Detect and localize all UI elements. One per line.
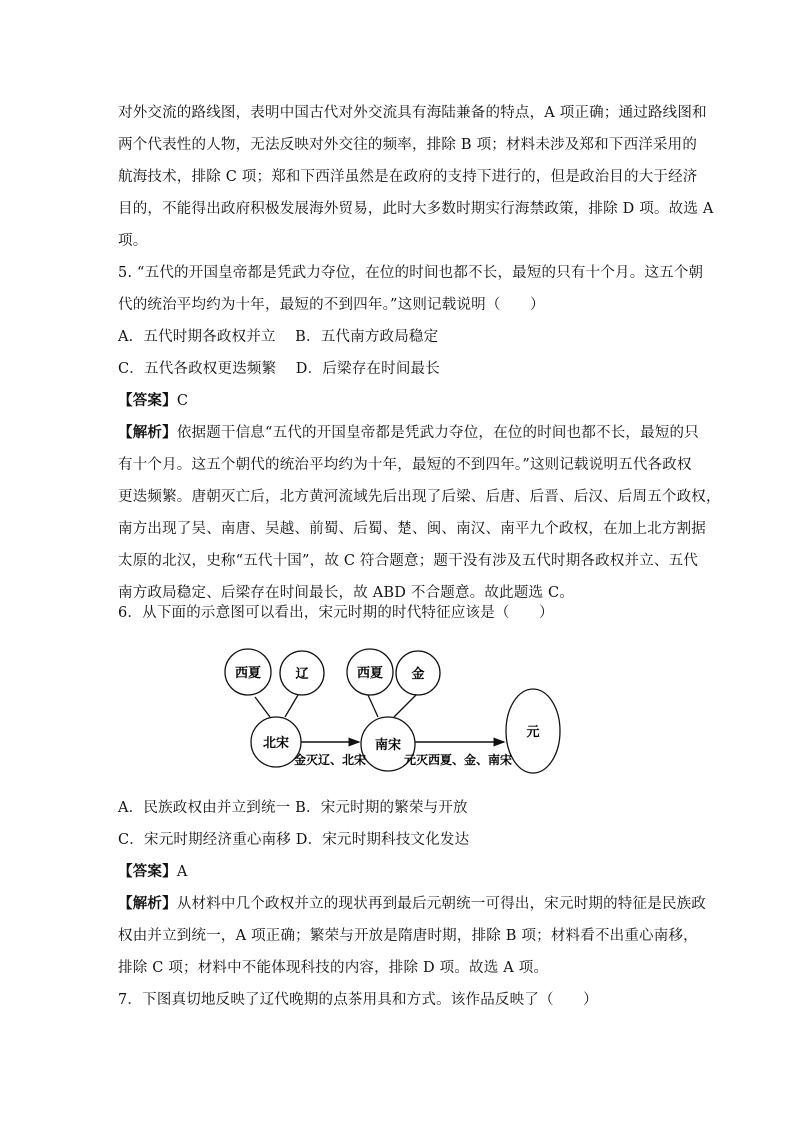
analysis-text: 从材料中几个政权并立的现状再到最后元朝统一可得出，宋元时期的特征是民族政 [176,896,707,912]
jin-label: 金 [411,667,425,682]
q5-stem-line: 5. “五代的开国皇帝都是凭武力夺位，在位的时间也都不长，最短的只有十个月。这五个朝 [118,265,704,281]
dynasty-diagram [220,635,580,785]
q6-analysis-line: 排除 C 项；材料中不能体现科技的内容，排除 D 项。故选 A 项。 [118,960,549,976]
q6-analysis-line [118,894,706,914]
analysis-tag: 【解析】 [118,895,177,912]
explanation-line: 目的，不能得出政府积极发展海外贸易，此时大多数时期实行海禁政策，排除 D 项。故选 A [118,201,714,217]
connector-line [285,695,298,717]
q6-analysis-line: 权由并立到统一，A 项正确；繁荣与开放是隋唐时期，排除 B 项；材料看不出重心南移， [118,928,698,944]
q5-analysis-line: 南方政局稳定、后梁存在时间最长，故 ABD 不合题意。故此题选 C。 [118,585,574,601]
analysis-tag: 【解析】 [118,424,177,441]
q6-option-line: C．宋元时期经济重心南移 D．宋元时期科技文化发达 [118,832,470,848]
connector-line [394,695,416,717]
q5-option-line: A．五代时期各政权并立 B．五代南方政局稳定 [118,329,439,345]
answer-tag: 【答案】 [118,863,177,880]
q5-option-line: C．五代各政权更迭频繁 D．后梁存在时间最长 [118,361,440,377]
q5-answer [118,391,188,411]
q6-answer [118,862,187,882]
explanation-line: 项。 [118,233,148,249]
explanation-line: 对外交流的路线图，表明中国古代对外交流具有海陆兼备的特点，A 项正确；通过路线图和 [118,105,707,121]
xixia-label-2: 西夏 [356,666,384,681]
analysis-text: 依据题干信息“五代的开国皇帝都是凭武力夺位，在位的时间也都不长，最短的只 [176,425,699,441]
answer-tag: 【答案】 [118,392,177,409]
answer-value: A [176,864,188,880]
q5-analysis-line: 有十个月。这五个朝代的统治平均约为十年，最短的不到四年。”这则记载说明五代各政权 [118,457,692,473]
q6-stem-line: 6．从下面的示意图可以看出，宋元时期的时代特征应该是（ ） [118,605,554,621]
liao-label: 辽 [295,667,309,682]
arrow-2-label: 元灭西夏、金、南宋 [403,753,513,767]
q5-analysis-line: 南方出现了吴、南唐、吴越、前蜀、后蜀、楚、闽、南汉、南平九个政权，在加上北方割据 [118,521,706,537]
beisong-label: 北宋 [262,736,290,751]
q7-stem-line: 7．下图真切地反映了辽代晚期的点茶用具和方式。该作品反映了（ ） [118,992,598,1008]
connector-line [368,695,378,717]
q5-analysis-line: 太原的北汉，史称“五代十国”，故 C 符合题意；题干没有涉及五代时期各政权并立、五代 [118,553,699,569]
q5-analysis-line: 更迭频繁。唐朝灭亡后，北方黄河流域先后出现了后梁、后唐、后晋、后汉、后周五个政权， [118,489,721,505]
q5-stem-line: 代的统治平均约为十年，最短的不到四年。”这则记载说明（ ） [118,297,545,313]
xixia-label-1: 西夏 [234,666,262,681]
connector-line [255,697,270,717]
explanation-line: 两个代表性的人物，无法反映对外交往的频率，排除 B 项；材料未涉及郑和下西洋采用的 [118,137,698,153]
answer-value: C [176,393,189,409]
explanation-line: 航海技术，排除 C 项；郑和下西洋虽然是在政府的支持下进行的，但是政治目的大于经济 [118,169,698,185]
yuan-label: 元 [526,725,540,740]
q5-analysis-line [118,423,699,443]
arrow-1-label: 金灭辽、北宋 [293,753,367,767]
nansong-label: 南宋 [374,738,402,753]
q6-option-line: A．民族政权由并立到统一 B．宋元时期的繁荣与开放 [118,800,468,816]
